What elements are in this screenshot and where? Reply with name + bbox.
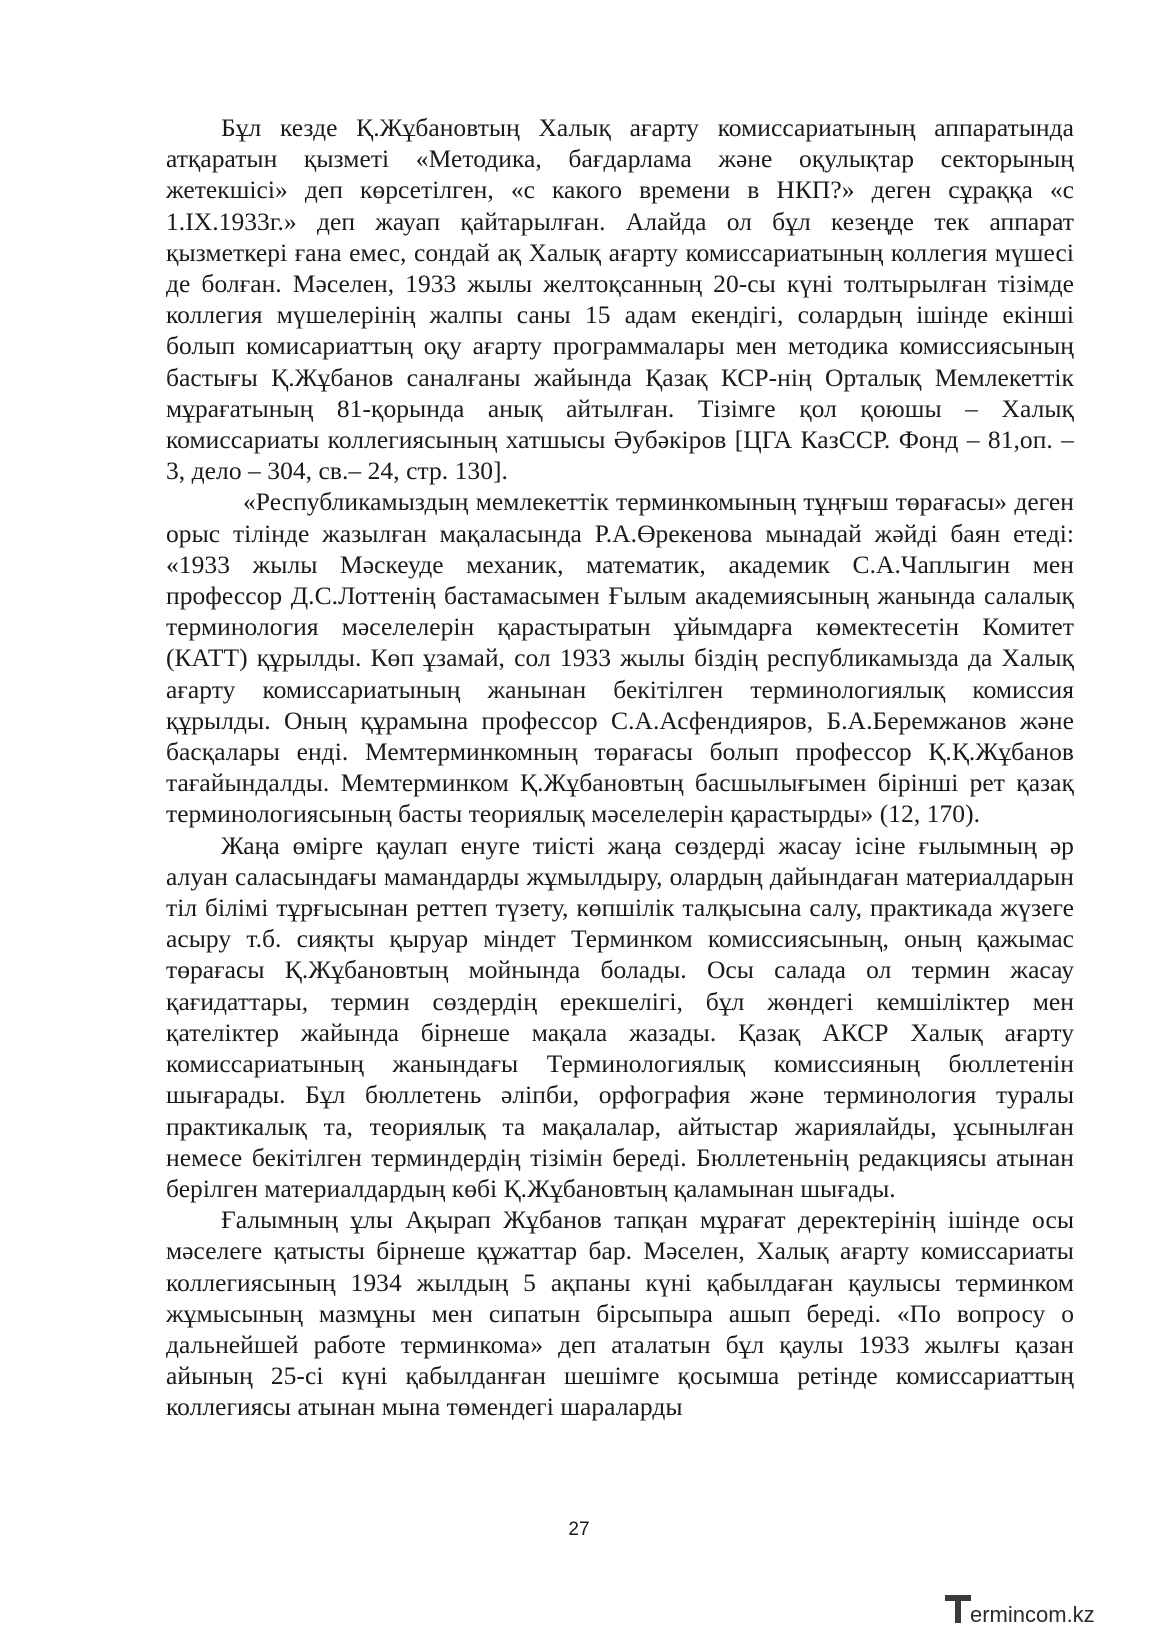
svg-text:ermincom.kz: ermincom.kz [970,1602,1095,1627]
paragraph-2: «Республикамыздың мемлекеттік терминкомының тұңғыш төрағасы» деген орыс тілінде жазылған мақаласында Р.А.Өрекенова мынадай жәйді баян етеді: «1933 жылы Мәскеуде механик, математик, академик С.А.Чаплыгин мен профессор Д.С.Лоттенің бастамасымен Ғылым академиясының жанында салалық терминология мәселелерін қарастыратын ұйымдарға көмектесетін Комитет (КАТТ) құрылды. Көп ұзамай, сол 1933 жылы біздің республикамызда да Халық ағарту комиссариатының жанынан бекітілген терминологиялық комиссия құрылды. Оның құрамына профессор С.А.Асфендияров, Б.А.Беремжанов және басқалары енді. Мемтерминкомның төрағасы болып профессор Қ.Қ.Жұбанов тағайындалды. Мемтерминком Қ.Жұбановтың басшылығымен бірінші рет қазақ терминологиясының басты теориялық мәселелерін қарастырды» (12, 170). [166,487,1074,829]
paragraph-4: Ғалымның ұлы Ақырап Жұбанов тапқан мұрағат деректерінің ішінде осы мәселеге қатысты бірнеше құжаттар бар. Мәселен, Халық ағарту комиссариаты коллегиясының 1934 жылдың 5 ақпаны күні қабылдаған қаулысы терминком жұмысының мазмұны мен сипатын бірсыпыра ашып береді. «По вопросу о дальнейшей работе терминкома» деп аталатын бұл қаулы 1933 жылғы қазан айының 25-сі күні қабылданған шешімге қосымша ретінде комиссариаттың коллегиясы атынан мына төмендегі шараларды [166,1205,1074,1422]
paragraph-3: Жаңа өмірге қаулап енуге тиісті жаңа сөздерді жасау ісіне ғылымның әр алуан саласындағы мамандарды жұмылдыру, олардың дайындаған материалдарын тіл білімі тұрғысынан реттеп түзету, көпшілік талқысына салу, практикада жүзеге асыру т.б. сияқты қыруар міндет Терминком комиссиясының, оның қажымас төрағасы Қ.Жұбановтың мойнында болады. Осы салада ол термин жасау қағидаттары, термин сөздердің ерекшелігі, бұл жөндегі кемшіліктер мен қателіктер жайында бірнеше мақала жазады. Қазақ АКСР Халық ағарту комиссариатының жанындағы Терминологиялық комиссияның бюллетенін шығарады. Бұл бюллетень әліпби, орфография және терминология туралы практикалық та, теориялық та мақалалар, айтыстар жариялайды, ұсынылған немесе бекітілген терминдердің тізімін береді. Бюллетеньнің редакциясы атынан берілген материалдардың көбі Қ.Жұбановтың қаламынан шығады. [166,830,1074,1203]
termincom-logo [943,1589,1143,1629]
body-text [166,112,1074,1423]
paragraph-1: Бұл кезде Қ.Жұбановтың Халық ағарту комиссариатының аппаратында атқаратын қызметі «Методика, бағдарлама және оқулықтар секторының жетекшісі» деп көрсетілген, «с какого времени в НКП?» деген сұраққа «с 1.IX.1933г.» деп жауап қайтарылған. Алайда ол бұл кезеңде тек аппарат қызметкері ғана емес, сондай ақ Халық ағарту комиссариатының коллегия мүшесі де болған. Мәселен, 1933 жылы желтоқсанның 20-сы күні толтырылған тізімде коллегия мүшелерінің жалпы саны 15 адам екендігі, солардың ішінде екінші болып комисариаттың оқу ағарту программалары мен методика комиссиясының бастығы Қ.Жұбанов саналғаны жайында Қазақ КСР-нің Орталық Мемлекеттік мұрағатының 81-қорында анық айтылған. Тізімге қол қоюшы – Халық комиссариаты коллегиясының хатшысы Әубәкіров [ЦГА КазССР. Фонд – 81,оп. – 3, дело – 304, св.– 24, стр. 130]. [166,113,1074,486]
page-number: 27 [568,1519,590,1540]
